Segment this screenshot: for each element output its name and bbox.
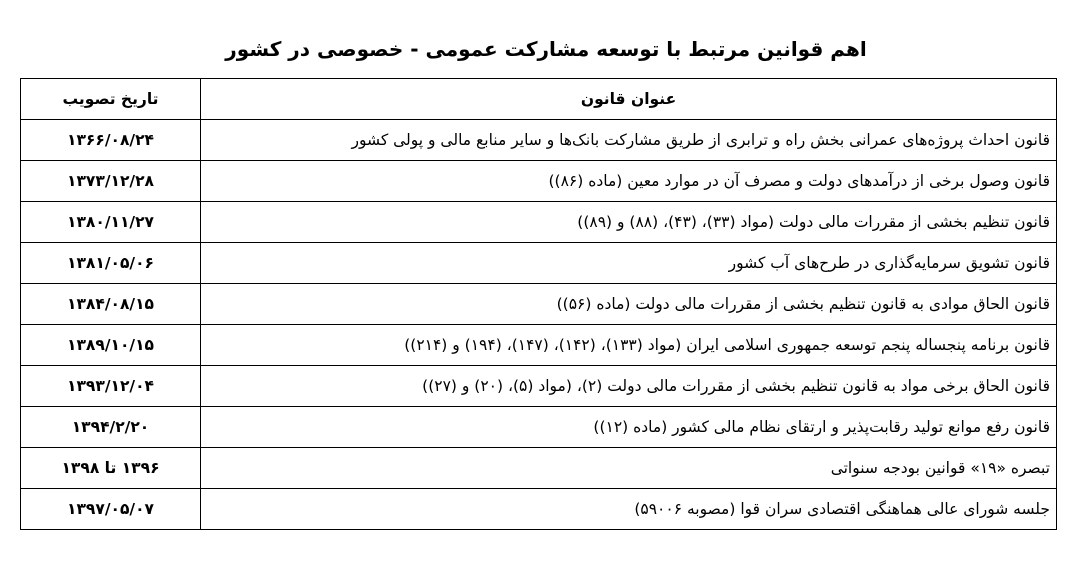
approval-date-cell: ۱۳۹۴/۲/۲۰ <box>21 407 201 448</box>
table-row <box>21 202 1057 243</box>
law-title-cell: قانون تشویق سرمایه‌گذاری در طرح‌های آب کشور <box>201 243 1057 284</box>
law-title-cell: قانون احداث پروژه‌های عمرانی بخش راه و ترابری از طریق مشارکت بانک‌ها و سایر منابع مالی و پولی کشور <box>201 120 1057 161</box>
column-header-approval-date: تاریخ تصویب <box>21 79 201 120</box>
document-title: اهم قوانین مرتبط با توسعه مشارکت عمومی - خصوصی در کشور <box>225 37 867 61</box>
approval-date-cell: ۱۳۸۰/۱۱/۲۷ <box>21 202 201 243</box>
table-row <box>21 120 1057 161</box>
law-title-cell: قانون برنامه پنجساله پنجم توسعه جمهوری اسلامی ایران (مواد (۱۳۳)، (۱۴۲)، (۱۴۷)، (۱۹۴) و (۲۱۴)) <box>201 325 1057 366</box>
table-row <box>21 325 1057 366</box>
approval-date-cell: ۱۳۸۴/۰۸/۱۵ <box>21 284 201 325</box>
table-header-row <box>21 79 1057 120</box>
law-title-cell: قانون رفع موانع تولید رقابت‌پذیر و ارتقای نظام مالی کشور (ماده (۱۲)) <box>201 407 1057 448</box>
column-header-law-title: عنوان قانون <box>201 79 1057 120</box>
approval-date-cell: ۱۳۸۹/۱۰/۱۵ <box>21 325 201 366</box>
law-title-cell: تبصره «۱۹» قوانین بودجه سنواتی <box>201 448 1057 489</box>
approval-date-cell: ۱۳۹۷/۰۵/۰۷ <box>21 489 201 530</box>
table-row <box>21 489 1057 530</box>
law-title-cell: قانون الحاق موادی به قانون تنظیم بخشی از مقررات مالی دولت (ماده (۵۶)) <box>201 284 1057 325</box>
law-title-cell: جلسه شورای عالی هماهنگی اقتصادی سران قوا (مصوبه ۵۹۰۰۶) <box>201 489 1057 530</box>
law-title-cell: قانون الحاق برخی مواد به قانون تنظیم بخشی از مقررات مالی دولت (۲)، (مواد (۵)، (۲۰) و (۲۷)) <box>201 366 1057 407</box>
table-row <box>21 448 1057 489</box>
law-title-cell: قانون وصول برخی از درآمدهای دولت و مصرف آن در موارد معین (ماده (۸۶)) <box>201 161 1057 202</box>
approval-date-cell: ۱۳۹۳/۱۲/۰۴ <box>21 366 201 407</box>
table-row <box>21 161 1057 202</box>
approval-date-cell: ۱۳۸۱/۰۵/۰۶ <box>21 243 201 284</box>
approval-date-cell: ۱۳۹۶ تا ۱۳۹۸ <box>21 448 201 489</box>
table-row <box>21 243 1057 284</box>
approval-date-cell: ۱۳۷۳/۱۲/۲۸ <box>21 161 201 202</box>
laws-table <box>20 78 1057 530</box>
approval-date-cell: ۱۳۶۶/۰۸/۲۴ <box>21 120 201 161</box>
law-title-cell: قانون تنظیم بخشی از مقررات مالی دولت (مواد (۳۳)، (۴۳)، (۸۸) و (۸۹)) <box>201 202 1057 243</box>
table-row <box>21 284 1057 325</box>
table-row <box>21 407 1057 448</box>
table-row <box>21 366 1057 407</box>
